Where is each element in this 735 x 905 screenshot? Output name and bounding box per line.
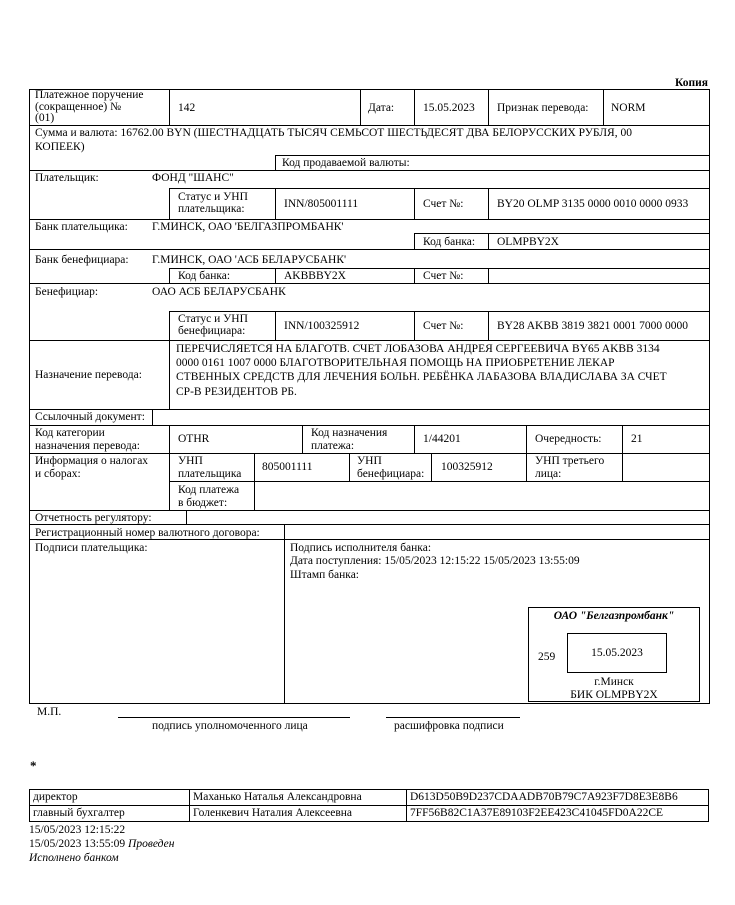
priority-label: Очередность: [535,433,602,445]
signer-role: директор [33,791,78,803]
beneficiary-bank-account-label: Счет №: [423,270,464,282]
log-line-1: 15/05/2023 12:15:22 [29,824,126,836]
received-line: Дата поступления: 15/05/2023 12:15:22 15/05/2023 13:55:09 [290,555,580,567]
order-date: 15.05.2023 [423,102,475,114]
payer-name: ФОНД "ШАНС" [152,172,234,184]
signer-hash: D613D50B9D237CDAADB70B79C7A923F7D8E3E8B6 [410,791,678,803]
beneficiary-name: ОАО АСБ БЕЛАРУСБАНК [152,286,286,298]
sold-currency-label: Код продаваемой валюты: [282,157,410,169]
signer-hash: 7FF56B82C1A37E89103F2EE423C41045FD0A22CE [410,807,664,819]
bank-stamp-label: Штамп банка: [290,569,359,581]
category-value: OTHR [178,433,210,445]
payer-bank-name: Г.МИНСК, ОАО 'БЕЛГАЗПРОМБАНК' [152,221,344,233]
beneficiary-status-label: Статус и УНП бенефициара: [178,313,248,337]
signer-role: главный бухгалтер [33,807,125,819]
reference-doc-label: Ссылочный документ: [35,411,145,423]
payer-status-label: Статус и УНП плательщика: [178,191,248,215]
order-title: Платежное поручение (сокращенное) № (01) [35,89,144,124]
bank-executor-label: Подпись исполнителя банка: [290,542,432,554]
beneficiary-bank-name: Г.МИНСК, ОАО 'АСБ БЕЛАРУСБАНК' [152,254,347,266]
log-line-2: 15/05/2023 13:55:09 Проведен [29,838,175,850]
payment-code-label: Код назначения платежа: [311,427,388,452]
purpose-label: Назначение перевода: [35,369,142,381]
signer-name: Маханько Наталья Александровна [193,791,362,803]
taxes-label: Информация о налогах и сборах: [35,455,149,480]
payer-account-label: Счет №: [423,198,464,210]
tax-third-unp-label: УНП третьего лица: [535,455,605,480]
beneficiary-label: Бенефициар: [35,286,99,298]
priority-value: 21 [631,433,643,445]
stamp-city: г.Минск [594,676,634,688]
beneficiary-bank-code-label: Код банка: [178,270,231,282]
copy-label: Копия [675,77,708,89]
auth-sign-line [118,717,350,718]
mp-label: М.П. [37,706,62,718]
tax-payer-unp: 805001111 [262,461,313,473]
order-number: 142 [178,102,196,114]
payer-signatures-label: Подписи плательщика: [35,542,148,554]
stamp-number: 259 [538,651,556,663]
beneficiary-account-label: Счет №: [423,320,464,332]
beneficiary-unp: INN/100325912 [284,320,360,332]
beneficiary-bank-label: Банк бенефициара: [35,254,129,266]
stamp-date: 15.05.2023 [591,647,643,659]
amount-line-2: КОПЕЕК) [35,141,85,153]
beneficiary-account: BY28 AKBB 3819 3821 0001 7000 0000 [497,320,689,332]
sign-decode-line [386,717,520,718]
date-label: Дата: [368,102,395,114]
sign-decode-caption: расшифровка подписи [394,720,504,732]
auth-sign-caption: подпись уполномоченного лица [152,720,308,732]
bank-stamp [528,607,700,702]
transfer-sign: NORM [611,102,646,114]
tax-ben-unp: 100325912 [441,461,493,473]
asterisk: * [30,758,37,773]
tax-ben-unp-label: УНП бенефициара: [357,455,425,480]
payer-account: BY20 OLMP 3135 0000 0010 0000 0933 [497,198,689,210]
payer-label: Плательщик: [35,172,99,184]
log-line-3: Исполнено банком [29,852,119,864]
category-label: Код категории назначения перевода: [35,427,140,452]
stamp-bic: БИК OLMPBY2X [570,689,658,701]
payer-bank-code-label: Код банка: [423,236,476,248]
payer-bank-label: Банк плательщика: [35,221,128,233]
budget-code-label: Код платежа в бюджет: [178,484,240,509]
tax-payer-unp-label: УНП плательщика [178,455,242,480]
payer-unp: INN/805001111 [284,198,359,210]
signer-name: Голенкевич Наталия Алексеевна [193,807,353,819]
beneficiary-bank-code: AKBBBY2X [284,270,346,282]
amount-line-1: Сумма и валюта: 16762.00 BYN (ШЕСТНАДЦАТЬ ТЫСЯЧ СЕМЬСОТ ШЕСТЬДЕСЯТ ДВА БЕЛОРУССКИХ РУБЛЯ, 00 [35,127,632,139]
payment-code: 1/44201 [423,433,461,445]
purpose-text: ПЕРЕЧИСЛЯЕТСЯ НА БЛАГОТВ. СЧЕТ ЛОБАЗОВА АНДРЕЯ СЕРГЕЕВИЧА BY65 AKBB 3134 0000 0161 1007 0000 БЛАГОТВОРИТЕЛЬНАЯ ПОМОЩЬ НА ПРИОБРЕТЕНИЕ ЛЕКАР СТВЕННЫХ СРЕДСТВ ДЛЯ ЛЕЧЕНИЯ БОЛЬН. РЕБЁНКА ЛАБАЗОВА ВЛАДИСЛАВА ЗА СЧЕТ СР-В РЕЗИДЕНТОВ РБ. [176,343,667,398]
stamp-date-box [567,633,667,673]
stamp-bank-name: ОАО "Белгазпромбанк" [553,610,675,622]
regulator-report-label: Отчетность регулятору: [35,512,152,524]
transfer-sign-label: Признак перевода: [497,102,589,114]
payer-bank-code: OLMPBY2X [497,236,559,248]
contract-reg-label: Регистрационный номер валютного договора: [35,527,260,539]
